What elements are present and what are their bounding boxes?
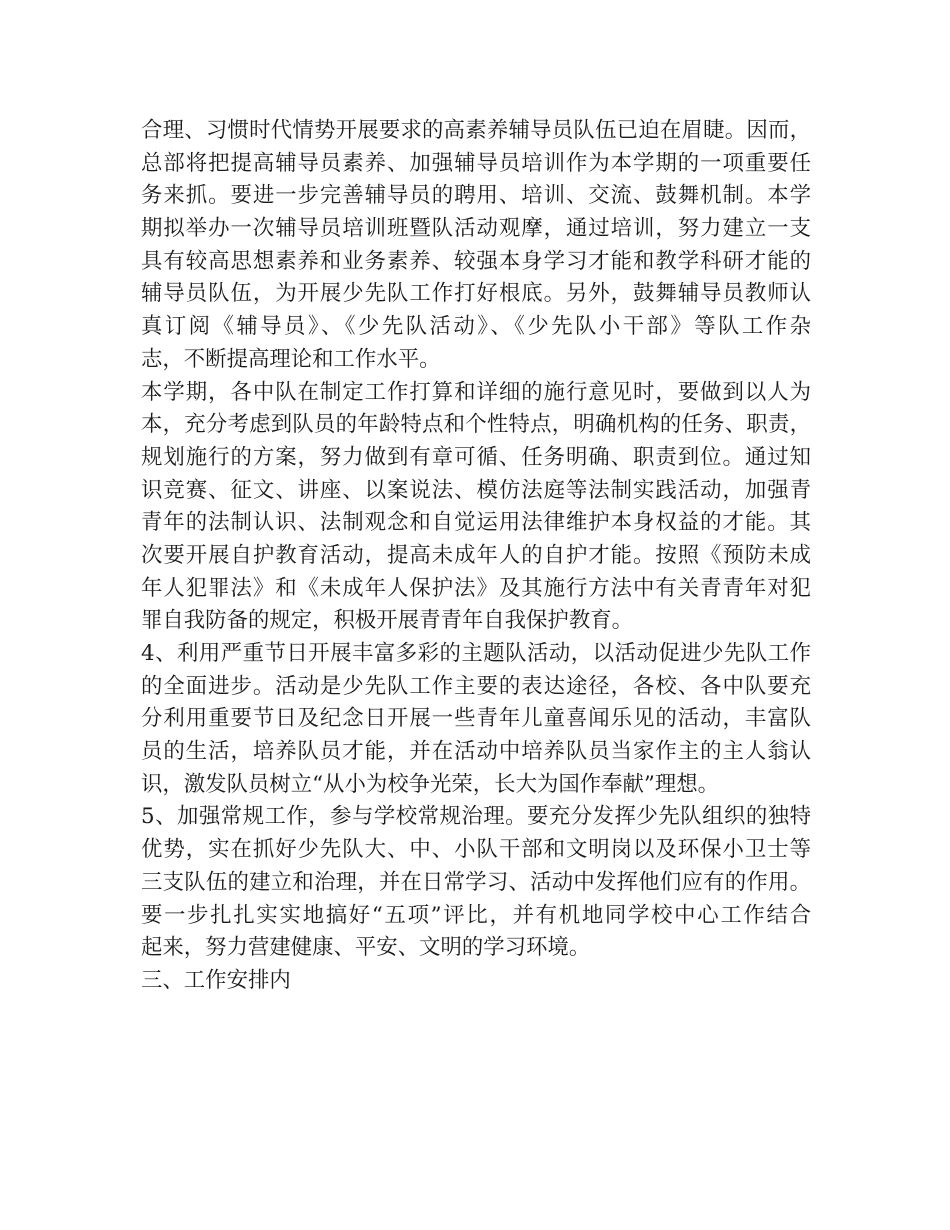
text-line: 起来，努力营建健康、平安、文明的学习环境。 (141, 935, 591, 961)
text-line: 具有较高思想素养和业务素养、较强本身学习才能和教学科研才能的 (141, 248, 811, 274)
text-line: 三支队伍的建立和治理，并在日常学习、活动中发挥他们应有的作用。 (141, 869, 811, 895)
text-line: 的全面进步。活动是少先队工作主要的表达途径，各校、各中队要充 (141, 673, 811, 699)
text-line: 识竞赛、征文、讲座、以案说法、模仿法庭等法制实践活动，加强青 (141, 477, 811, 503)
text-line: 次要开展自护教育活动，提高未成年人的自护才能。按照《预防未成 (141, 542, 811, 568)
text-line: 员的生活，培养队员才能，并在活动中培养队员当家作主的主人翁认 (141, 739, 811, 765)
paragraph (141, 115, 811, 377)
text-line: 罪自我防备的规定，积极开展青青年自我保护教育。 (141, 608, 633, 634)
text-line: 分利用重要节日及纪念日开展一些青年儿童喜闻乐见的活动，丰富队 (141, 706, 811, 732)
text-line: 期拟举办一次辅导员培训班暨队活动观摩，通过培训，努力建立一支 (141, 216, 811, 242)
paragraph (141, 377, 811, 639)
document-body (141, 115, 811, 998)
text-line: 识，激发队员树立“从小为校争光荣，长大为国作奉献”理想。 (141, 771, 720, 797)
text-line: 志，不断提高理论和工作水平。 (141, 346, 441, 372)
text-line: 总部将把提高辅导员素养、加强辅导员培训作为本学期的一项重要任 (141, 150, 811, 176)
section-heading (141, 965, 811, 998)
text-line: 优势，实在抓好少先队大、中、小队干部和文明岗以及环保小卫士等 (141, 837, 811, 863)
text-line: 合理、习惯时代情势开展要求的高素养辅导员队伍已迫在眉睫。因而， (141, 118, 811, 143)
text-line: 辅导员队伍，为开展少先队工作打好根底。另外，鼓舞辅导员教师认 (141, 281, 811, 307)
text-line: 真订阅《辅导员》、《少先队活动》、《少先队小干部》等队工作杂 (141, 314, 811, 340)
text-line: 本学期，各中队在制定工作打算和详细的施行意见时，要做到以人为 (141, 379, 811, 405)
text-line: 青年的法制认识、法制观念和自觉运用法律维护本身权益的才能。其 (141, 510, 811, 536)
paragraph-item-5 (141, 801, 811, 964)
text-line: 务来抓。要进一步完善辅导员的聘用、培训、交流、鼓舞机制。本学 (141, 183, 811, 209)
text-line: 5、加强常规工作，参与学校常规治理。要充分发挥少先队组织的独特 (141, 804, 811, 830)
section-heading-text: 三、工作安排内 (141, 967, 291, 993)
text-line: 要一步扎扎实实地搞好“五项”评比，并有机地同学校中心工作结合 (141, 902, 811, 928)
text-line: 4、利用严重节日开展丰富多彩的主题队活动，以活动促进少先队工作 (141, 641, 811, 666)
paragraph-item-4 (141, 638, 811, 801)
text-line: 年人犯罪法》和《未成年人保护法》及其施行方法中有关青青年对犯 (141, 575, 811, 601)
text-line: 本，充分考虑到队员的年龄特点和个性特点，明确机构的任务、职责， (141, 412, 811, 438)
text-line: 规划施行的方案，努力做到有章可循、任务明确、职责到位。通过知 (141, 444, 811, 470)
